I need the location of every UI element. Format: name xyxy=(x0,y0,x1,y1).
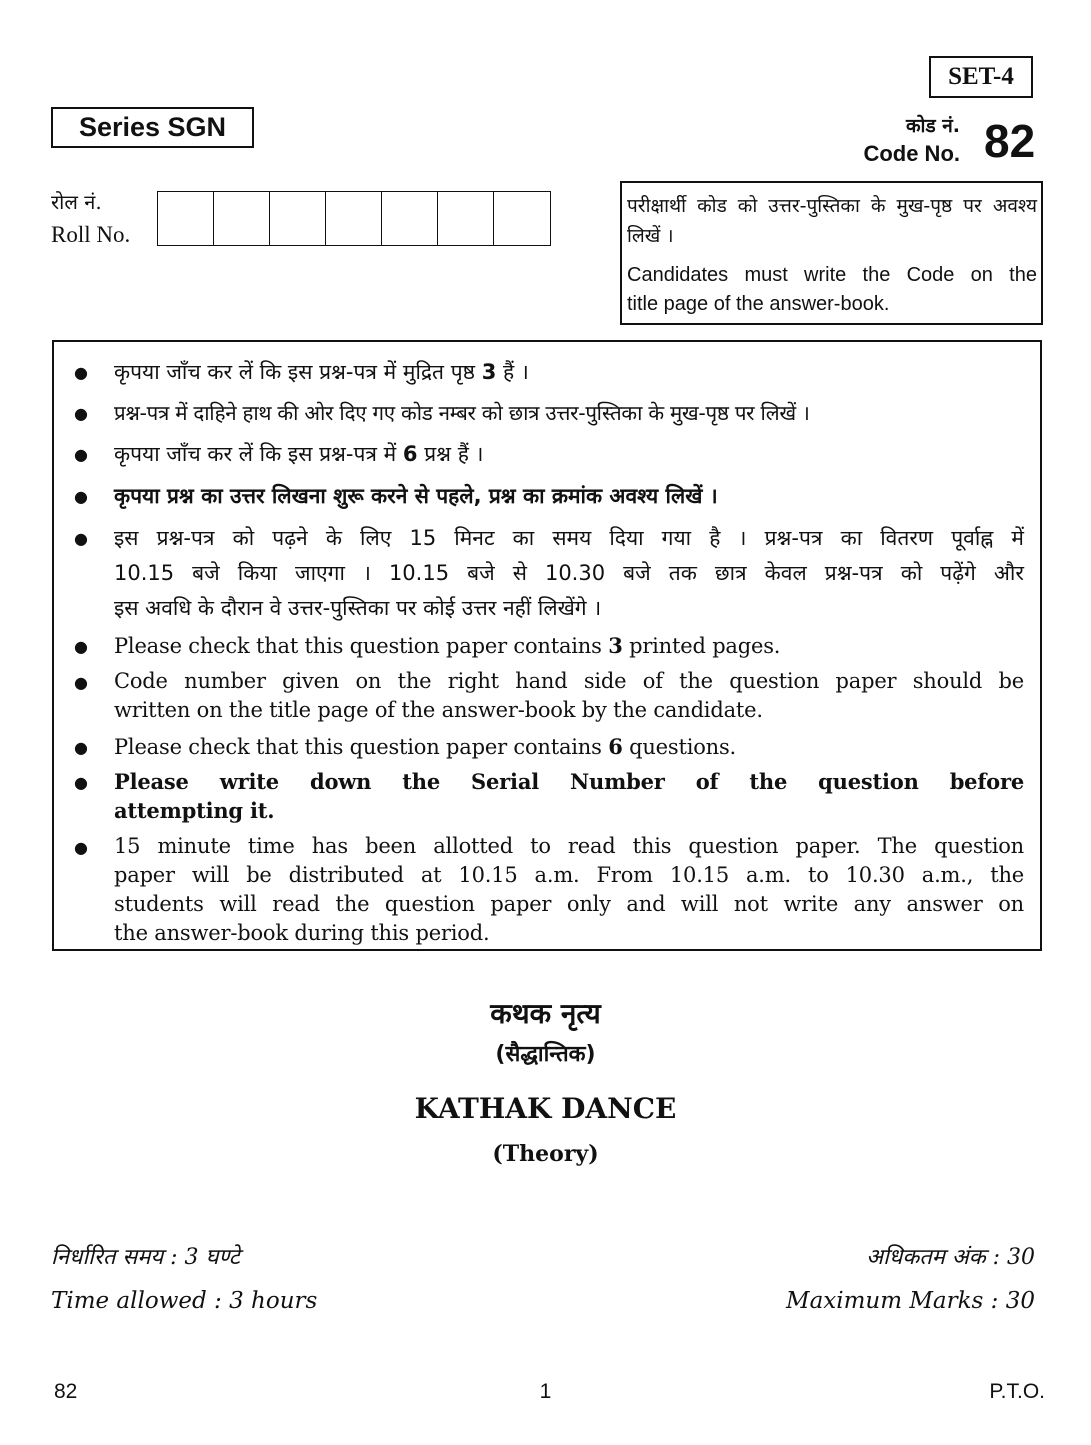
instruction-line: students will read the question paper only and will not write any answer on xyxy=(114,892,1024,916)
question-count: 6 xyxy=(608,734,623,759)
footer-code: 82 xyxy=(54,1380,78,1403)
instruction-line: attempting it. xyxy=(114,798,275,823)
roll-digit-box[interactable] xyxy=(494,192,550,245)
question-count: 6 xyxy=(402,442,418,466)
bullet-icon: ● xyxy=(74,773,88,792)
instructions-box xyxy=(52,340,1042,951)
bullet-icon: ● xyxy=(74,404,88,423)
roll-number-grid[interactable] xyxy=(157,191,551,246)
code-label-hindi: कोड नं. xyxy=(905,115,960,137)
roll-digit-box[interactable] xyxy=(326,192,382,245)
code-number: 82 xyxy=(984,115,1036,167)
bullet-icon: ● xyxy=(74,637,88,656)
maximum-marks-hindi: अधिकतम अंक : 30 xyxy=(866,1245,1035,1270)
candidate-note-en-line: title page of the answer-book. xyxy=(627,293,890,315)
instruction-text-part: printed pages. xyxy=(622,634,781,658)
roll-digit-box[interactable] xyxy=(382,192,438,245)
instruction-text xyxy=(114,355,1024,389)
instruction-text-part: Please check that this question paper contains xyxy=(114,634,609,658)
footer-pto: P.T.O. xyxy=(989,1380,1045,1403)
bullet-icon: ● xyxy=(74,673,88,692)
bullet-icon: ● xyxy=(74,738,88,757)
bullet-icon: ● xyxy=(74,487,88,506)
page-count: 3 xyxy=(608,633,623,658)
instruction-text xyxy=(114,667,1024,725)
instruction-line: 10.15 बजे किया जाएगा । 10.15 बजे से 10.30 बजे तक छात्र केवल प्रश्न-पत्र को पढ़ेंगे और xyxy=(114,561,1024,585)
footer-page-number: 1 xyxy=(539,1380,552,1403)
subject-subtitle-english: (Theory) xyxy=(492,1141,599,1167)
set-label: SET-4 xyxy=(948,63,1014,90)
instruction-text-part: कृपया जाँच कर लें कि इस प्रश्न-पत्र में मुद्रित पृष्ठ xyxy=(114,360,482,384)
instruction-text-part: Please check that this question paper contains xyxy=(114,735,609,759)
roll-digit-box[interactable] xyxy=(158,192,214,245)
subject-subtitle-hindi: (सैद्धान्तिक) xyxy=(495,1042,596,1067)
bullet-icon: ● xyxy=(74,838,88,857)
instruction-text xyxy=(114,732,1024,762)
bullet-icon: ● xyxy=(74,445,88,464)
time-allowed-english: Time allowed : 3 hours xyxy=(51,1288,318,1314)
maximum-marks-english: Maximum Marks : 30 xyxy=(786,1288,1035,1314)
candidate-note-hindi: परीक्षार्थी कोड को उत्तर-पुस्तिका के मुख-पृष्ठ पर अवश्य लिखें । xyxy=(627,195,1037,247)
instruction-line: Please write down the Serial Number of the question before xyxy=(114,769,1024,794)
instruction-text-part: कृपया जाँच कर लें कि इस प्रश्न-पत्र में xyxy=(114,442,403,466)
instruction-line: written on the title page of the answer-book by the candidate. xyxy=(114,698,763,722)
roll-label-english: Roll No. xyxy=(51,222,131,247)
instruction-text xyxy=(114,631,1024,661)
instruction-text xyxy=(114,832,1024,948)
instruction-line: paper will be distributed at 10.15 a.m. From 10.15 a.m. to 10.30 a.m., the xyxy=(114,863,1024,887)
set-number-box xyxy=(929,56,1033,98)
instruction-line: 15 minute time has been allotted to read this question paper. The question xyxy=(114,834,1024,858)
instruction-line: इस अवधि के दौरान वे उत्तर-पुस्तिका पर कोई उत्तर नहीं लिखेंगे । xyxy=(114,596,602,620)
instruction-line: Code number given on the right hand side of the question paper should be xyxy=(114,669,1024,693)
instruction-text: प्रश्न-पत्र में दाहिने हाथ की ओर दिए गए कोड नम्बर को छात्र उत्तर-पुस्तिका के मुख-पृष्ठ पर लिखें । xyxy=(114,401,810,425)
time-allowed-hindi: निर्धारित समय : 3 घण्टे xyxy=(51,1245,240,1270)
subject-title-english: KATHAK DANCE xyxy=(414,1092,677,1125)
instruction-text: कृपया प्रश्न का उत्तर लिखना शुरू करने से पहले, प्रश्न का क्रमांक अवश्य लिखें । xyxy=(114,484,718,508)
instruction-line: the answer-book during this period. xyxy=(114,921,490,945)
instruction-text-part: हैं । xyxy=(496,360,529,384)
series-box xyxy=(51,107,254,148)
instruction-text-part: प्रश्न हैं । xyxy=(417,442,484,466)
candidate-note-box xyxy=(620,181,1043,325)
instruction-text xyxy=(114,437,1024,471)
bullet-icon: ● xyxy=(74,529,88,548)
bullet-icon: ● xyxy=(74,363,88,382)
roll-label-hindi: रोल नं. xyxy=(51,190,102,214)
roll-digit-box[interactable] xyxy=(270,192,326,245)
instruction-text xyxy=(114,767,1024,825)
page-count: 3 xyxy=(481,360,497,384)
instruction-text xyxy=(114,521,1024,626)
roll-digit-box[interactable] xyxy=(214,192,270,245)
subject-title-hindi: कथक नृत्य xyxy=(490,997,601,1030)
roll-digit-box[interactable] xyxy=(438,192,494,245)
series-label: Series SGN xyxy=(78,112,227,142)
code-label-english: Code No. xyxy=(863,141,960,166)
candidate-note-en-line: Candidates must write the Code on the xyxy=(627,264,1037,286)
candidate-note-english xyxy=(627,261,1037,319)
instruction-text-part: questions. xyxy=(622,735,737,759)
instruction-line: इस प्रश्न-पत्र को पढ़ने के लिए 15 मिनट का समय दिया गया है । प्रश्न-पत्र का वितरण पूर्वाह्न में xyxy=(114,526,1024,550)
